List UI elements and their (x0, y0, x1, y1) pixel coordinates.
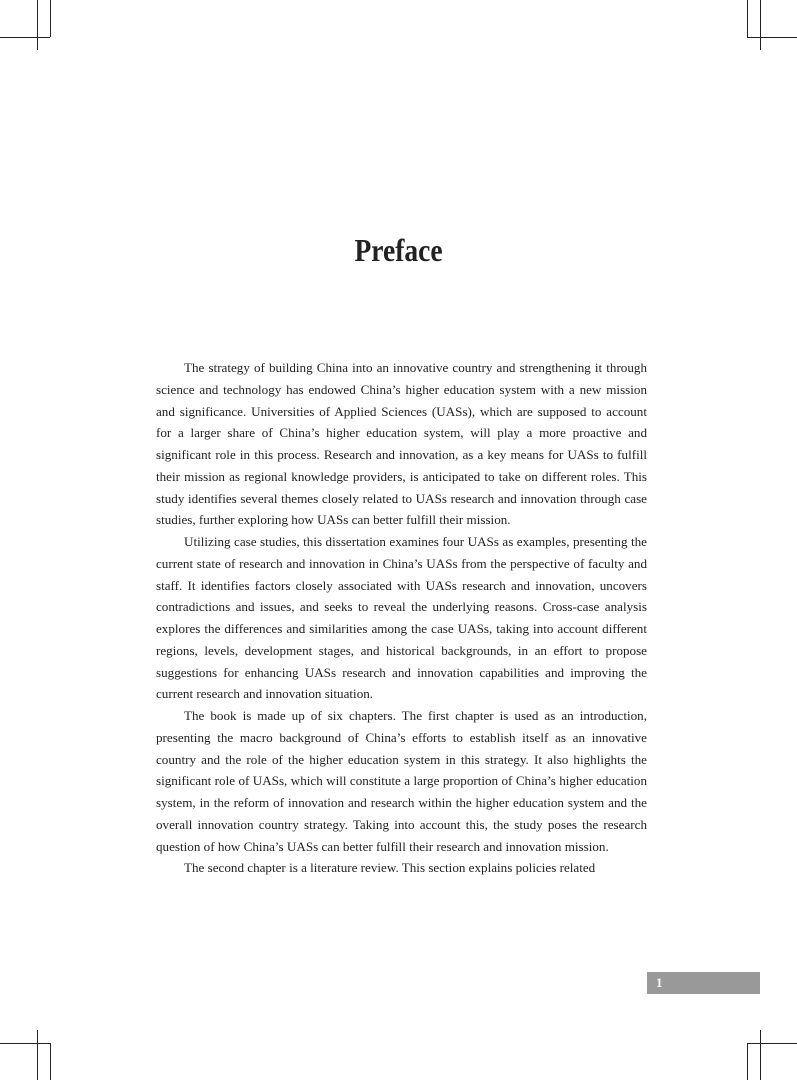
crop-mark-top-left-vertical-inner (37, 0, 38, 50)
paragraph: The strategy of building China into an innovative country and strengthening it through science and technology has endowed China’s higher education system with a new mission and significance. Universities of Applied Sciences (UASs), which are supposed to account for a larger share of China’s higher education system, will play a more proactive and significant role in this process. Research and innovation, as a key means for UASs to fulfill their mission as regional knowledge providers, is anticipated to take on different roles. This study identifies several themes closely related to UASs research and innovation through case studies, further exploring how UASs can better fulfill their mission. (156, 360, 647, 528)
page-title: Preface (354, 232, 443, 268)
page-number-tab (647, 972, 760, 994)
crop-mark-bottom-left-vertical-inner (37, 1030, 38, 1080)
crop-mark-bottom-left-vertical-outer (50, 1043, 51, 1080)
paragraph: The book is made up of six chapters. The first chapter is used as an introduction, presenting the macro background of China’s efforts to establish itself as an innovative country and the role of the higher education system in this strategy. It also highlights the significant role of UASs, which will constitute a large proportion of China’s higher education system, in the reform of innovation and research within the higher education system and the overall innovation country strategy. Taking into account this, the study poses the research question of how China’s UASs can better fulfill their research and innovation mission. (156, 708, 647, 854)
crop-mark-bottom-right-horizontal (747, 1043, 797, 1044)
crop-mark-top-left-horizontal (0, 37, 50, 38)
crop-mark-top-right-vertical-outer (747, 0, 748, 37)
paragraph: Utilizing case studies, this dissertation examines four UASs as examples, presenting the current state of research and innovation in China’s UASs from the perspective of faculty and staff. It identifies factors closely associated with UASs research and innovation, uncovers contradictions and issues, and seeks to reveal the underlying reasons. Cross-case analysis explores the differences and similarities among the case UASs, taking into account different regions, levels, development stages, and historical backgrounds, in an effort to propose suggestions for enhancing UASs research and innovation capabilities and improving the current research and innovation situation. (156, 534, 647, 702)
crop-mark-bottom-left-horizontal (0, 1043, 50, 1044)
page-number: 1 (656, 975, 663, 990)
crop-mark-bottom-right-vertical-outer (747, 1043, 748, 1080)
crop-mark-bottom-right-vertical-inner (760, 1030, 761, 1080)
crop-mark-top-right-vertical-inner (760, 0, 761, 50)
body-text (156, 357, 647, 879)
paragraph: The second chapter is a literature review. This section explains policies related (184, 860, 596, 876)
crop-mark-top-left-vertical-outer (50, 0, 51, 37)
crop-mark-top-right-horizontal (747, 37, 797, 38)
